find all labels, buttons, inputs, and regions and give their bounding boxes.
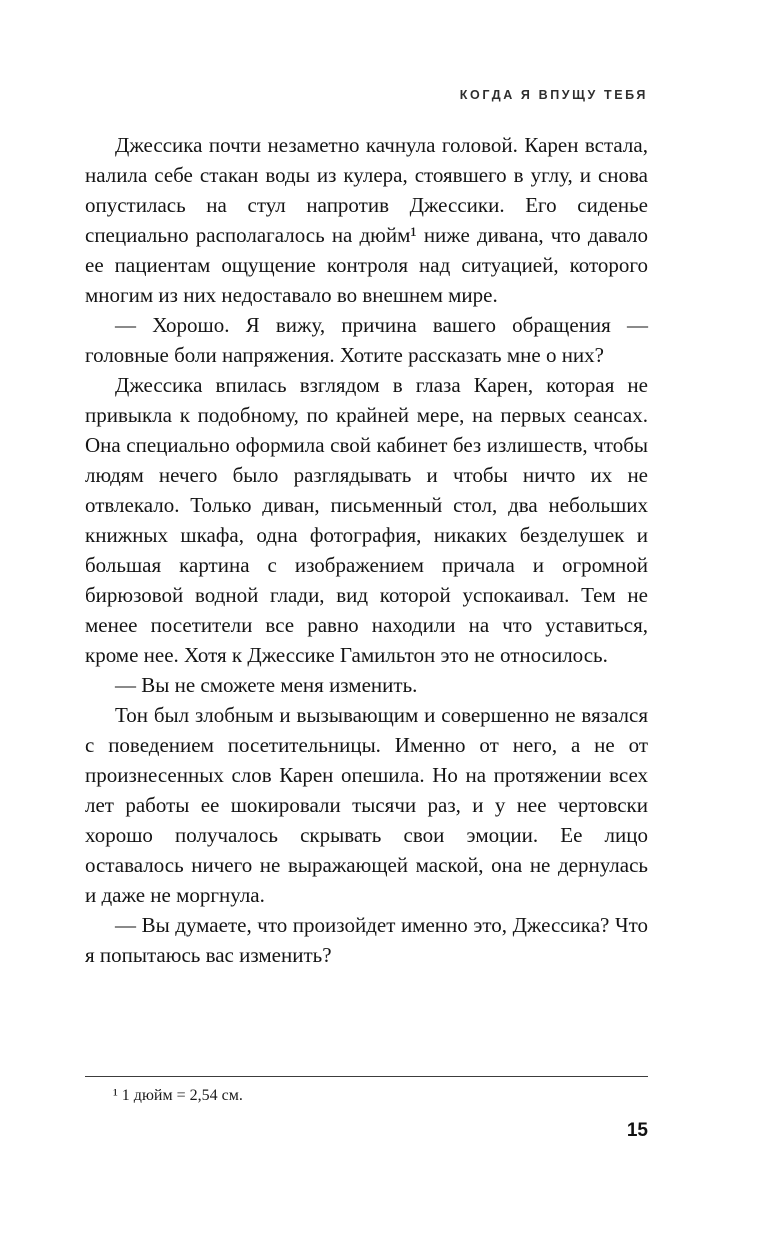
page-number: 15 [626,1120,648,1141]
paragraph-5: Тон был злобным и вызывающим и совершенно не вязался с поведением посетительницы. Именно от него, а не от произнесенных слов Карен опешила. Но на протяжении всех лет работы ее шокировали тысячи раз, и у нее чертовски хорошо получалось скрывать свои эмоции. Ее лицо оставалось ничего не выражающей маской, она не дернулась и даже не моргнула. [85,703,648,907]
body-text [85,130,648,970]
paragraph-1: Джессика почти незаметно качнула головой. Карен встала, налила себе стакан воды из кулера, стоявшего в углу, и снова опустилась на стул напротив Джессики. Его сиденье специально располагалось на дюйм¹ ниже дивана, что давало ее пациентам ощущение контроля над ситуацией, которого многим из них недоставало во внешнем мире. [85,133,648,307]
paragraph-6: — Вы думаете, что произойдет именно это, Джессика? Что я попытаюсь вас изменить? [85,913,648,967]
paragraph-4: — Вы не сможете меня изменить. [115,673,418,697]
paragraph-2: — Хорошо. Я вижу, причина вашего обращения — головные боли напряжения. Хотите рассказать мне о них? [85,313,648,367]
footnote [85,1076,648,1106]
running-header: КОГДА Я ВПУЩУ ТЕБЯ [459,88,648,102]
footnote-text: ¹ 1 дюйм = 2,54 см. [113,1087,243,1104]
paragraph-3: Джессика впилась взглядом в глаза Карен, которая не привыкла к подобному, по крайней мере, на первых сеансах. Она специально оформила свой кабинет без излишеств, чтобы людям нечего было разглядывать и чтобы ничто их не отвлекало. Только диван, письменный стол, два небольших книжных шкафа, одна фотография, никаких безделушек и большая картина с изображением причала и огромной бирюзовой водной глади, вид которой успокаивал. Тем не менее посетители все равно находили на что уставиться, кроме нее. Хотя к Джессике Гамильтон это не относилось. [85,373,648,667]
footnote-divider [85,1076,648,1077]
